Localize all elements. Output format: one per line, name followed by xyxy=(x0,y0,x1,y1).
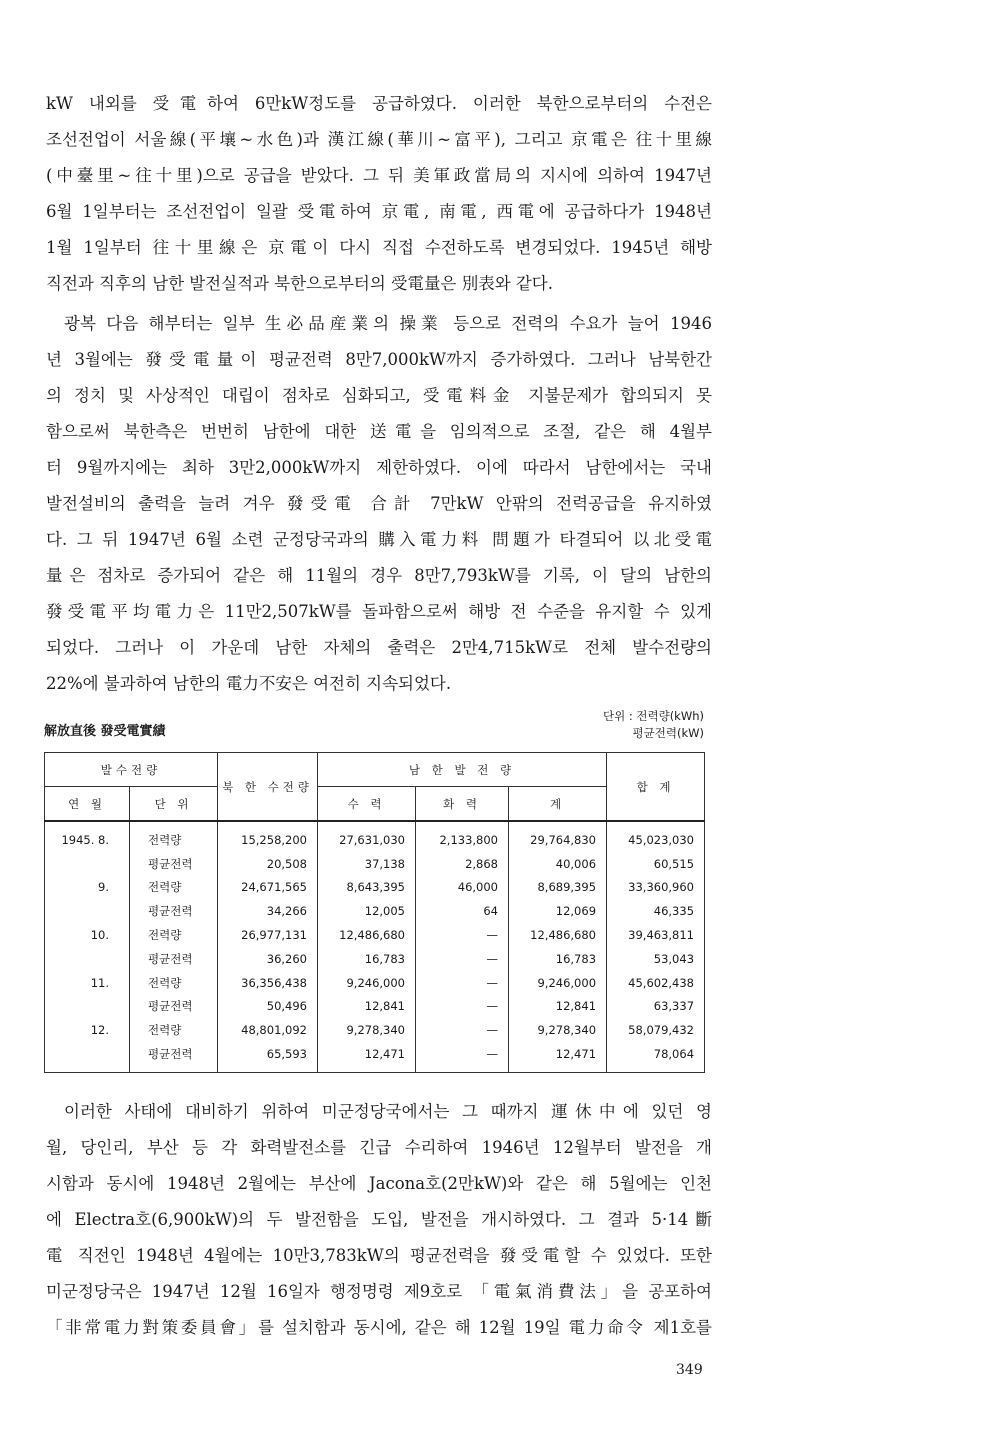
cell-subtotal: 12,069 xyxy=(509,899,607,923)
header-total: 합 계 xyxy=(607,753,705,822)
page-number: 349 xyxy=(676,1362,703,1378)
header-group-left: 발수전량 xyxy=(45,753,218,787)
cell-year-month xyxy=(45,1042,130,1072)
cell-total: 45,023,030 xyxy=(607,821,705,852)
cell-kind: 전력량 xyxy=(130,971,218,995)
text-line: 「非常電力對策委員會」를 설치함과 동시에, 같은 해 12월 19일 電力命令 제1호를 xyxy=(46,1318,712,1337)
text-line: 發受電平均電力은 11만2,507kW를 돌파함으로써 해방 전 수준을 유지할 수 있게 xyxy=(46,602,712,621)
cell-year-month: 12. xyxy=(45,1018,130,1042)
table-title: 解放直後 發受電實績 xyxy=(44,724,166,739)
cell-kind: 평균전력 xyxy=(130,995,218,1019)
cell-kind: 평균전력 xyxy=(130,1042,218,1072)
cell-total: 63,337 xyxy=(607,995,705,1019)
table-row xyxy=(45,971,705,995)
cell-year-month: 9. xyxy=(45,876,130,900)
cell-total: 33,360,960 xyxy=(607,876,705,900)
unit-power: 평균전력(kW) xyxy=(632,726,704,740)
cell-thermal: 46,000 xyxy=(416,876,509,900)
table-row xyxy=(45,876,705,900)
cell-year-month: 1945. 8. xyxy=(45,821,130,852)
cell-kind: 전력량 xyxy=(130,876,218,900)
cell-north: 65,593 xyxy=(218,1042,318,1072)
cell-hydro: 12,486,680 xyxy=(318,923,416,947)
cell-north: 26,977,131 xyxy=(218,923,318,947)
table-row xyxy=(45,995,705,1019)
cell-hydro: 12,471 xyxy=(318,1042,416,1072)
table-row xyxy=(45,923,705,947)
text-line: 되었다. 그러나 이 가운데 남한 자체의 출력은 2만4,715kW로 전체 발수전량의 xyxy=(46,638,712,657)
cell-kind: 전력량 xyxy=(130,923,218,947)
cell-subtotal: 12,471 xyxy=(509,1042,607,1072)
cell-thermal: 2,133,800 xyxy=(416,821,509,852)
cell-north: 36,260 xyxy=(218,947,318,971)
cell-subtotal: 12,486,680 xyxy=(509,923,607,947)
text-line: 6월 1일부터는 조선전업이 일괄 受電하여 京電, 南電, 西電에 공급하다가 1948년 xyxy=(46,202,712,221)
cell-subtotal: 8,689,395 xyxy=(509,876,607,900)
text-line: 발전설비의 출력을 늘려 겨우 發受電 合計 7만kW 안팎의 전력공급을 유지하였 xyxy=(46,494,712,513)
header-hydro: 수 력 xyxy=(318,787,416,822)
text-line: 量은 점차로 증가되어 같은 해 11월의 경우 8만7,793kW를 기록, 이 달의 남한의 xyxy=(46,566,712,585)
cell-hydro: 27,631,030 xyxy=(318,821,416,852)
cell-subtotal: 9,278,340 xyxy=(509,1018,607,1042)
table-row xyxy=(45,821,705,852)
cell-year-month xyxy=(45,995,130,1019)
cell-kind: 전력량 xyxy=(130,821,218,852)
cell-year-month: 10. xyxy=(45,923,130,947)
cell-thermal: — xyxy=(416,1042,509,1072)
cell-thermal: — xyxy=(416,1018,509,1042)
header-thermal: 화 력 xyxy=(416,787,509,822)
cell-hydro: 8,643,395 xyxy=(318,876,416,900)
table-unit-note xyxy=(603,708,704,742)
text-line: 다. 그 뒤 1947년 6월 소련 군정당국과의 購入電力料 問題가 타결되어 以北受電 xyxy=(46,530,712,549)
cell-total: 39,463,811 xyxy=(607,923,705,947)
cell-north: 34,266 xyxy=(218,899,318,923)
paragraph-3 xyxy=(46,1094,712,1346)
table-row xyxy=(45,852,705,876)
header-subtotal: 계 xyxy=(509,787,607,822)
cell-north: 20,508 xyxy=(218,852,318,876)
cell-kind: 평균전력 xyxy=(130,947,218,971)
cell-kind: 평균전력 xyxy=(130,899,218,923)
text-line: kW 내외를 受電하여 6만kW정도를 공급하였다. 이러한 북한으로부터의 수전은 xyxy=(46,94,712,113)
text-line: 시함과 동시에 1948년 2월에는 부산에 Jacona호(2만kW)와 같은 해 5월에는 인천 xyxy=(46,1174,712,1193)
text-line: 의 정치 및 사상적인 대립이 점차로 심화되고, 受電料金 지불문제가 합의되지 못 xyxy=(46,386,712,405)
cell-year-month xyxy=(45,947,130,971)
cell-thermal: 2,868 xyxy=(416,852,509,876)
cell-hydro: 37,138 xyxy=(318,852,416,876)
cell-north: 15,258,200 xyxy=(218,821,318,852)
cell-subtotal: 29,764,830 xyxy=(509,821,607,852)
cell-hydro: 9,246,000 xyxy=(318,971,416,995)
text-line: 월, 당인리, 부산 등 각 화력발전소를 긴급 수리하여 1946년 12월부터 발전을 개 xyxy=(46,1138,712,1157)
cell-north: 24,671,565 xyxy=(218,876,318,900)
cell-north: 50,496 xyxy=(218,995,318,1019)
header-south-group: 남 한 발 전 량 xyxy=(318,753,607,787)
cell-thermal: — xyxy=(416,947,509,971)
text-line: 22%에 불과하여 남한의 電力不安은 여전히 지속되었다. xyxy=(46,674,452,693)
cell-kind: 평균전력 xyxy=(130,852,218,876)
cell-year-month xyxy=(45,852,130,876)
paragraph-2 xyxy=(46,306,712,702)
cell-total: 45,602,438 xyxy=(607,971,705,995)
cell-total: 53,043 xyxy=(607,947,705,971)
cell-north: 48,801,092 xyxy=(218,1018,318,1042)
cell-year-month: 11. xyxy=(45,971,130,995)
table-row xyxy=(45,1042,705,1072)
text-line: 년 3월에는 發受電量이 평균전력 8만7,000kW까지 증가하였다. 그러나 남북한간 xyxy=(46,350,712,369)
cell-kind: 전력량 xyxy=(130,1018,218,1042)
text-line: 터 9월까지에는 최하 3만2,000kW까지 제한하였다. 이에 따라서 남한에서는 국내 xyxy=(46,458,712,477)
text-line: 광복 다음 해부터는 일부 生必品産業의 操業 등으로 전력의 수요가 늘어 1946 xyxy=(64,314,712,333)
paragraph-1 xyxy=(46,86,712,302)
text-line: 직전과 직후의 남한 발전실적과 북한으로부터의 受電量은 別表와 같다. xyxy=(46,274,553,293)
cell-subtotal: 12,841 xyxy=(509,995,607,1019)
cell-thermal: — xyxy=(416,923,509,947)
cell-total: 58,079,432 xyxy=(607,1018,705,1042)
table-header xyxy=(45,753,705,822)
table-body xyxy=(45,821,705,1072)
text-line: 에 Electra호(6,900kW)의 두 발전함을 도입, 발전을 개시하였다. 그 결과 5·14斷 xyxy=(46,1210,712,1229)
cell-total: 60,515 xyxy=(607,852,705,876)
text-line: 미군정당국은 1947년 12월 16일자 행정명령 제9호로 「電氣消費法」을 공포하여 xyxy=(46,1282,712,1301)
text-line: 電 직전인 1948년 4월에는 10만3,783kW의 평균전력을 發受電할 수 있었다. 또한 xyxy=(46,1246,712,1265)
table-row xyxy=(45,899,705,923)
table-row xyxy=(45,1018,705,1042)
text-line: 1월 1일부터 往十里線은 京電이 다시 직접 수전하도록 변경되었다. 1945년 해방 xyxy=(46,238,712,257)
cell-thermal: — xyxy=(416,971,509,995)
cell-hydro: 12,005 xyxy=(318,899,416,923)
cell-north: 36,356,438 xyxy=(218,971,318,995)
table-row xyxy=(45,947,705,971)
cell-total: 46,335 xyxy=(607,899,705,923)
unit-energy: 단위 : 전력량(kWh) xyxy=(602,709,704,723)
generation-table xyxy=(44,752,705,1073)
cell-subtotal: 40,006 xyxy=(509,852,607,876)
text-line: 함으로써 북한측은 번번히 남한에 대한 送電을 임의적으로 조절, 같은 해 4월부 xyxy=(46,422,712,441)
cell-thermal: 64 xyxy=(416,899,509,923)
text-line: (中臺里~往十里)으로 공급을 받았다. 그 뒤 美軍政當局의 지시에 의하여 1947년 xyxy=(46,166,712,185)
header-north: 북 한 수전량 xyxy=(218,753,318,822)
cell-subtotal: 16,783 xyxy=(509,947,607,971)
header-year-month: 연 월 xyxy=(45,787,130,822)
cell-subtotal: 9,246,000 xyxy=(509,971,607,995)
cell-hydro: 12,841 xyxy=(318,995,416,1019)
cell-year-month xyxy=(45,899,130,923)
text-line: 조선전업이 서울線(平壤~水色)과 漢江線(華川~富平), 그리고 京電은 往十里線 xyxy=(46,130,712,149)
cell-thermal: — xyxy=(416,995,509,1019)
text-line: 이러한 사태에 대비하기 위하여 미군정당국에서는 그 때까지 運休中에 있던 영 xyxy=(64,1102,712,1121)
header-unit: 단 위 xyxy=(130,787,218,822)
cell-hydro: 16,783 xyxy=(318,947,416,971)
cell-total: 78,064 xyxy=(607,1042,705,1072)
cell-hydro: 9,278,340 xyxy=(318,1018,416,1042)
